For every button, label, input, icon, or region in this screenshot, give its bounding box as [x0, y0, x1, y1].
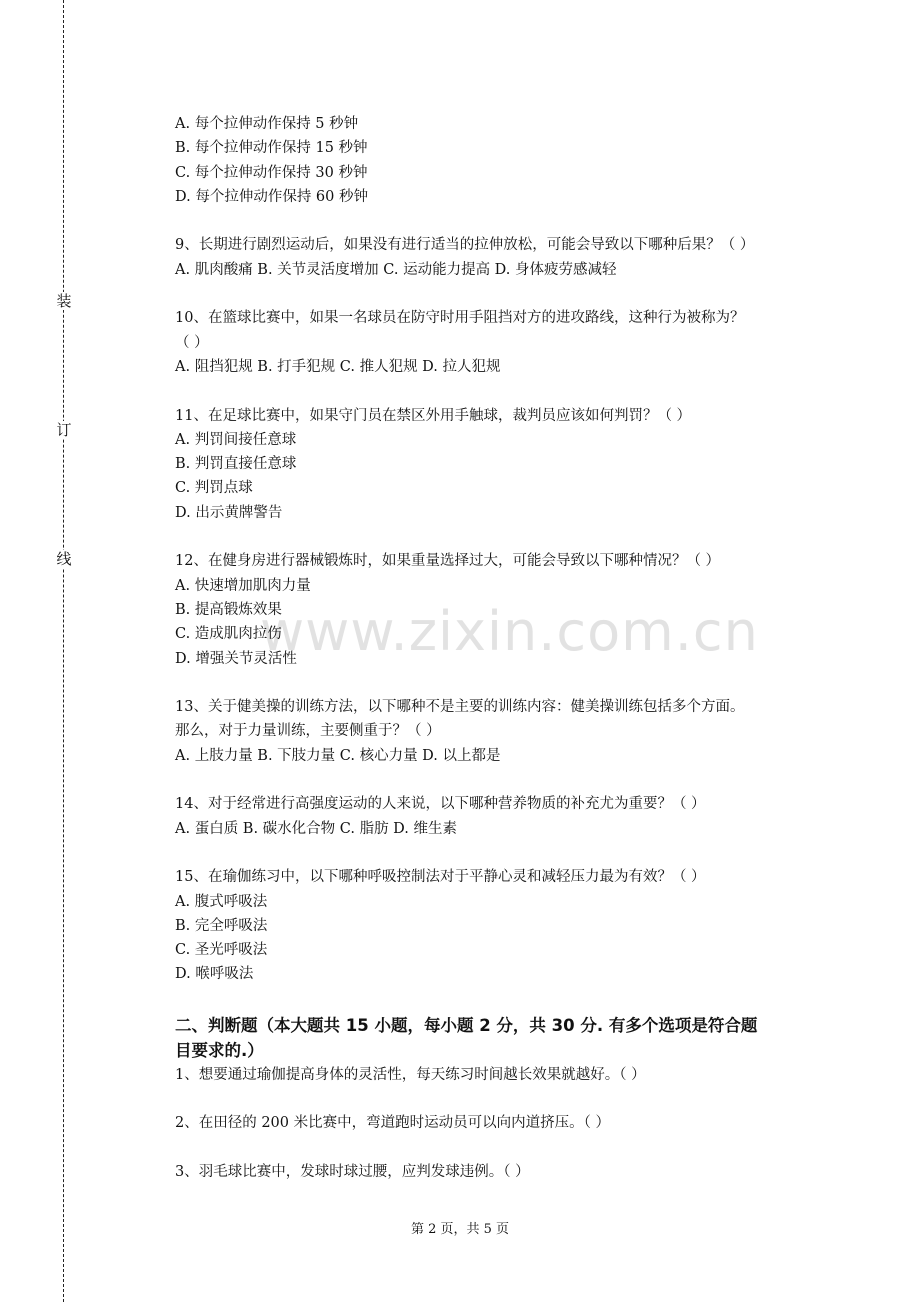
q13-stem: 13、关于健美操的训练方法，以下哪种不是主要的训练内容：健美操训练包括多个方面。 — [175, 699, 745, 716]
q11-option-c: C. 判罚点球 — [175, 480, 253, 497]
q12-option-b: B. 提高锻炼效果 — [175, 601, 282, 618]
q9-options: A. 肌肉酸痛 B. 关节灵活度增加 C. 运动能力提高 D. 身体疲劳感减轻 — [175, 261, 617, 278]
binding-dashed-line — [63, 0, 64, 1302]
binding-char-ding: 订 — [56, 421, 72, 439]
q11-option-a: A. 判罚间接任意球 — [175, 431, 297, 448]
section2-heading-continued: 目要求的.） — [175, 1040, 264, 1060]
q10-options: A. 阻挡犯规 B. 打手犯规 C. 推人犯规 D. 拉人犯规 — [175, 358, 501, 375]
binding-char-zhuang: 装 — [56, 292, 72, 310]
q15-option-b: B. 完全呼吸法 — [175, 917, 268, 934]
tf-question-1: 1、想要通过瑜伽提高身体的灵活性，每天练习时间越长效果就越好。（ ） — [175, 1066, 646, 1083]
q11-option-b: B. 判罚直接任意球 — [175, 456, 297, 473]
q15-stem: 15、在瑜伽练习中，以下哪种呼吸控制法对于平静心灵和减轻压力最为有效？（ ） — [175, 869, 706, 886]
q14-stem: 14、对于经常进行高强度运动的人来说，以下哪种营养物质的补充尤为重要？（ ） — [175, 796, 706, 813]
q12-option-a: A. 快速增加肌肉力量 — [175, 577, 311, 594]
q13-stem-continued: 那么，对于力量训练，主要侧重于？（ ） — [175, 723, 441, 740]
q13-options: A. 上肢力量 B. 下肢力量 C. 核心力量 D. 以上都是 — [175, 747, 501, 764]
tf-question-3: 3、羽毛球比赛中，发球时球过腰，应判发球违例。（ ） — [175, 1163, 530, 1180]
q15-option-a: A. 腹式呼吸法 — [175, 893, 268, 910]
q11-stem: 11、在足球比赛中，如果守门员在禁区外用手触球，裁判员应该如何判罚？（ ） — [175, 407, 692, 424]
q8-option-d: D. 每个拉伸动作保持 60 秒钟 — [175, 188, 368, 205]
watermark: www.zixin.com.cn — [260, 600, 759, 663]
page-footer: 第 2 页，共 5 页 — [410, 1222, 510, 1237]
q8-option-c: C. 每个拉伸动作保持 30 秒钟 — [175, 164, 368, 181]
binding-char-xian: 线 — [56, 550, 72, 568]
q12-stem: 12、在健身房进行器械锻炼时，如果重量选择过大，可能会导致以下哪种情况？（ ） — [175, 553, 721, 570]
q12-option-c: C. 造成肌肉拉伤 — [175, 626, 282, 643]
q15-option-d: D. 喉呼吸法 — [175, 966, 254, 983]
q15-option-c: C. 圣光呼吸法 — [175, 942, 268, 959]
q12-option-d: D. 增强关节灵活性 — [175, 650, 297, 667]
q14-options: A. 蛋白质 B. 碳水化合物 C. 脂肪 D. 维生素 — [175, 820, 458, 837]
q10-stem-continued: （ ） — [175, 334, 209, 351]
exam-content — [175, 112, 825, 1184]
q8-option-b: B. 每个拉伸动作保持 15 秒钟 — [175, 140, 368, 157]
q9-stem: 9、长期进行剧烈运动后，如果没有进行适当的拉伸放松，可能会导致以下哪种后果？（ ） — [175, 237, 755, 254]
tf-question-2: 2、在田径的 200 米比赛中，弯道跑时运动员可以向内道挤压。（ ） — [175, 1115, 610, 1132]
q11-option-d: D. 出示黄牌警告 — [175, 504, 283, 521]
q8-option-a: A. 每个拉伸动作保持 5 秒钟 — [175, 116, 359, 132]
section2-heading: 二、判断题（本大题共 15 小题，每小题 2 分，共 30 分. 有多个选项是符合题 — [175, 1015, 758, 1035]
q10-stem: 10、在篮球比赛中，如果一名球员在防守时用手阻挡对方的进攻路线，这种行为被称为？ — [175, 310, 745, 327]
